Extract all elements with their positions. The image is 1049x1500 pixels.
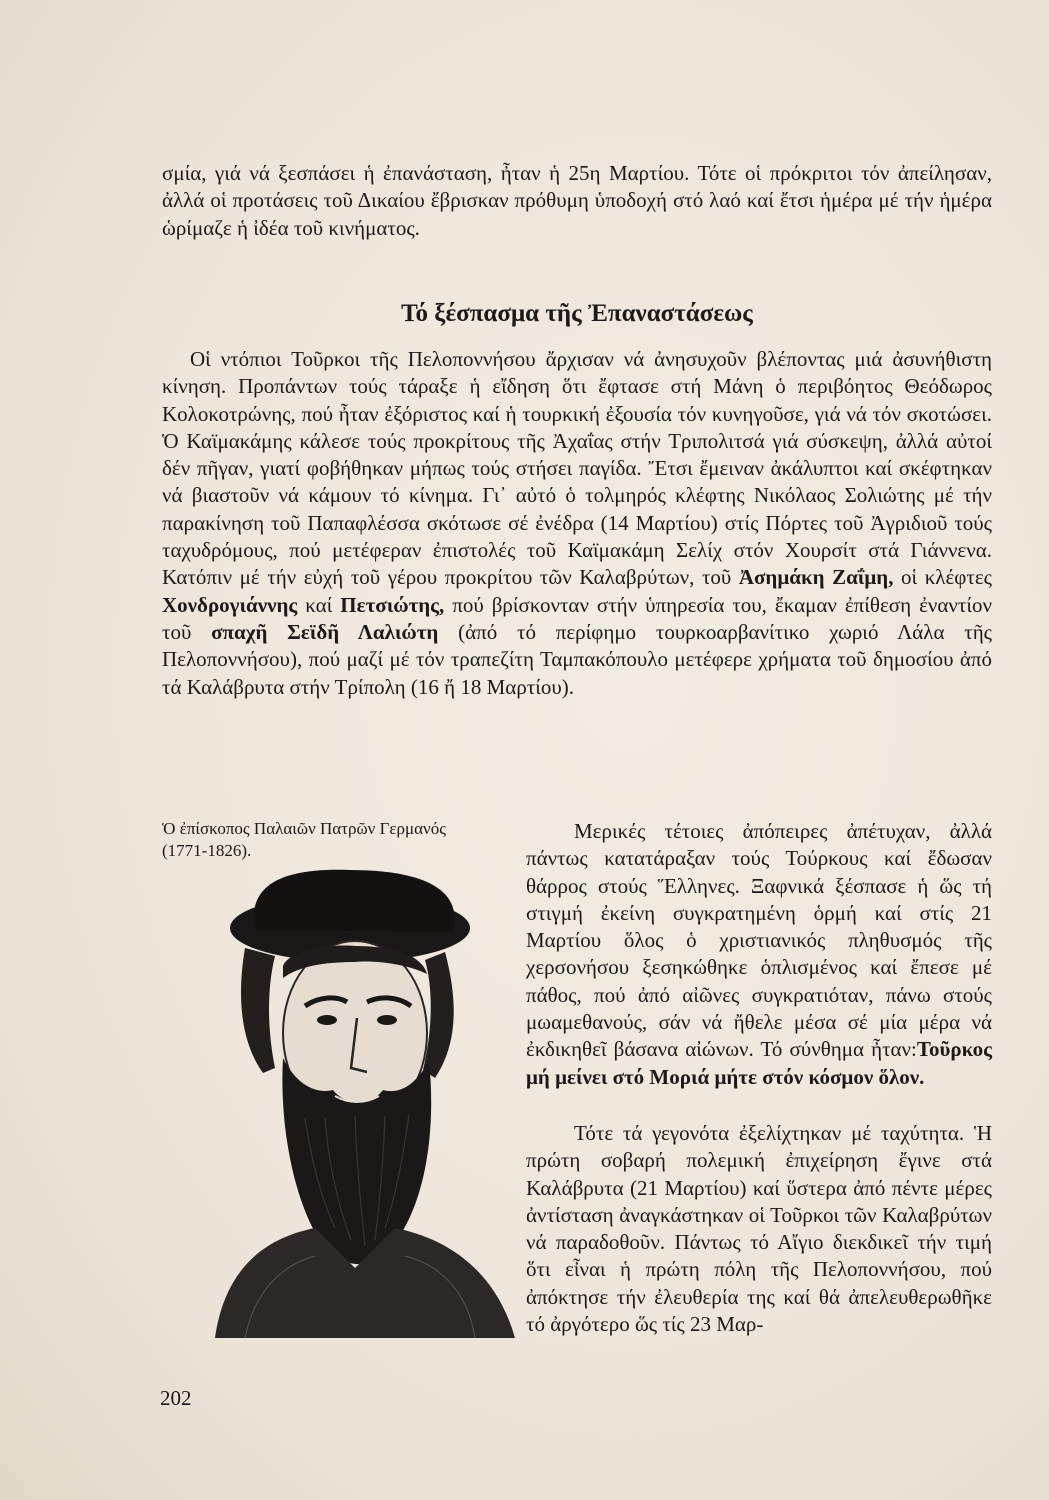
bold-name-zaimis: Ἀσημάκη Ζαΐμη,	[738, 565, 894, 590]
intro-paragraph: σμία, γιά νά ξεσπάσει ἡ ἐπανάσταση, ἦταν ἡ 25η Μαρτίου. Τότε οἱ πρόκριτοι τόν ἀπείλησαν, ἀλλά οἱ προτάσεις τοῦ Δικαίου ἔβρισκαν πρόθυμη ὑποδοχή στό λαό καί ἔτσι ἡμέρα μέ τήν ἡμέρα ὡρίμαζε ἡ ἰδέα τοῦ κινήματος.	[162, 161, 992, 240]
page-number: 202	[160, 1386, 192, 1410]
column-paragraph-1: Μερικές τέτοιες ἀπόπειρες ἀπέτυχαν, ἀλλά πάντως κατατάραξαν τούς Τούρκους καί ἔδωσαν θάρρος στούς Ἕλληνες. Ξαφνικά ξέσπασε ἡ ὥς τή στιγμή ἐκείνη συγκρατημένη ὁρμή καί στίς 21 Μαρτίου ὅλος ὁ χριστιανικός πληθυσμός τῆς χερσονήσου ξεσηκώθηκε ὁπλισμένος καί ἔπεσε μέ πάθος, πού ἀπό αἰῶνες συγκρατιόταν, πάνω στούς μωαμεθανούς, σάν νά ἤθελε μέσα σέ μία μέρα νά ἐκδικηθεῖ βάσανα αἰώνων. Τό σύνθημα ἦταν:Τοῦρκος μή μείνει στό Μοριά μήτε στόν κόσμον ὅλον.	[526, 819, 992, 1089]
section-heading: Τό ξέσπασμα τῆς Ἐπαναστάσεως	[401, 300, 753, 327]
bold-name-lalliotis: σπαχῆ Σεϊδῆ Λαλιώτη	[211, 619, 439, 644]
column-paragraph-2: Τότε τά γεγονότα ἐξελίχτηκαν μέ ταχύτητα. Ἡ πρώτη σοβαρή πολεμική ἐπιχείρηση ἔγινε στά Καλάβρυτα (21 Μαρτίου) καί ὕστερα ἀπό πέντε μέρες ἀντίσταση ἀναγκάστηκαν οἱ Τοῦρκοι τῶν Καλαβρύτων νά παραδοθοῦν. Πάντως τό Αἴγιο διεκδικεῖ τήν τιμή ὅτι εἶναι ἡ πρώτη πόλη τῆς Πελοποννήσου, πού ἀπόκτησε τήν ἐλευθερία της καί θά ἀπελευθερωθῆκε τό ἀργότερο ὥς τίς 23 Μαρ-	[526, 1121, 992, 1337]
bold-name-chondrogiannis: Χονδρογιάννης	[162, 592, 298, 617]
main-paragraph: Οἱ ντόπιοι Τοῦρκοι τῆς Πελοποννήσου ἄρχισαν νά ἀνησυχοῦν βλέποντας μιά ἀσυνήθιστη κίνηση. Προπάντων τούς τάραξε ἡ εἴδηση ὅτι ἔφτασε στή Μάνη ὁ περιβόητος Θεόδωρος Κολοκοτρώνης, πού ἦταν ἐξόριστος καί ἡ τουρκική ἐξουσία τόν κυνηγοῦσε, γιά νά τόν σκοτώσει. Ὁ Καϊμακάμης κάλεσε τούς προκρίτους τῆς Ἀχαΐας στήν Τριπολιτσά γιά σύσκεψη, ἀλλά αὐτοί δέν πῆγαν, γιατί φοβήθηκαν μήπως τούς στήσει παγίδα. Ἔτσι ἔμειναν ἀκάλυπτοι καί σκέφτηκαν νά βιαστοῦν νά κάμουν τό κίνημα. Γι᾽ αὐτό ὁ τολμηρός κλέφτης Νικόλαος Σολιώτης μέ τήν παρακίνηση τοῦ Παπαφλέσσα σκότωσε σέ ἐνέδρα (14 Μαρτίου) στίς Πόρτες τοῦ Ἀγριδιοῦ τούς ταχυδρόμους, πού μετέφεραν ἐπιστολές τοῦ Καϊμακάμη Σελίχ στόν Χουρσίτ στά Γιάννενα. Κατόπιν μέ τήν εὐχή τοῦ γέρου προκρίτου τῶν Καλαβρύτων, τοῦ Ἀσημάκη Ζαΐμη, οἱ κλέφτες Χονδρογιάννης καί Πετσιώτης, πού βρίσκονταν στήν ὑπηρεσία του, ἔκαμαν ἐπίθεση ἐναντίον τοῦ σπαχῆ Σεϊδῆ Λαλιώτη (ἀπό τό περίφημο τουρκοαρβανίτικο χωριό Λάλα τῆς Πελοποννήσου), πού μαζί μέ τόν τραπεζίτη Ταμπακόπουλο μετέφερε χρήματα τοῦ δημοσίου ἀπό τά Καλάβρυτα στήν Τρίπολη (16 ἤ 18 Μαρτίου).	[162, 347, 992, 699]
bold-name-petsiotis: Πετσιώτης,	[340, 592, 445, 617]
portrait-engraving	[175, 868, 545, 1338]
portrait-caption: Ὁ ἐπίσκοπος Παλαιῶν Πατρῶν Γερμανός (1771-1826).	[162, 819, 446, 860]
bold-slogan: Τοῦρκος μή μείνει στό Μοριά μήτε στόν κόσμον ὅλον.	[526, 1037, 992, 1089]
